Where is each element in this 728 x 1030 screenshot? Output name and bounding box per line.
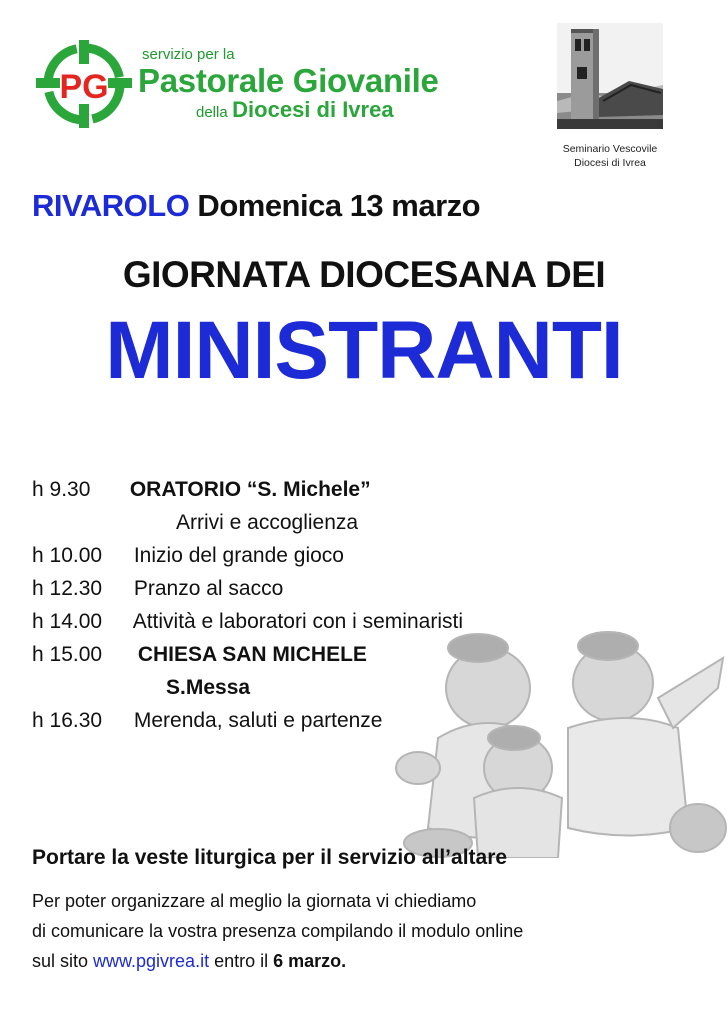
subtitle: GIORNATA DIOCESANA DEI [122, 254, 606, 295]
headline-place: RIVAROLO [32, 188, 190, 223]
schedule-item [32, 539, 572, 572]
headline-date: Domenica 13 marzo [189, 188, 481, 223]
logo-line-2: Pastorale Giovanile [138, 62, 439, 99]
seminary-photo [557, 23, 663, 129]
schedule-time: h 9.30 [32, 478, 91, 501]
schedule-item [32, 473, 572, 539]
schedule-text: Inizio del grande gioco [133, 544, 344, 567]
logo-line-3 [196, 98, 498, 125]
website-link[interactable]: www.pgivrea.it [93, 951, 210, 971]
schedule-item [32, 638, 572, 704]
schedule-text: Pranzo al sacco [133, 577, 284, 600]
schedule-subtext: Arrivi e accoglienza [176, 511, 359, 534]
info-line-1: Per poter organizzare al meglio la giornata vi chiediamo [32, 891, 477, 911]
info-line-2: di comunicare la vostra presenza compilando il modulo online [32, 921, 524, 941]
pg-logo-letters: PG [59, 68, 109, 106]
schedule [32, 473, 572, 737]
schedule-subtext: S.Messa [166, 676, 251, 699]
logo-line-1: servizio per la [142, 46, 235, 63]
info-line-3-middle: entro il [209, 951, 274, 971]
schedule-text: Attività e laboratori con i seminaristi [132, 610, 463, 633]
schedule-text: CHIESA SAN MICHELE [137, 643, 367, 666]
schedule-item [32, 605, 572, 638]
schedule-time: h 10.00 [32, 544, 103, 567]
schedule-item [32, 704, 572, 737]
logo-wordmark [138, 46, 498, 125]
schedule-time: h 14.00 [32, 610, 103, 633]
schedule-item [32, 572, 572, 605]
photo-caption [540, 142, 680, 170]
photo-caption-line-2: Diocesi di Ivrea [574, 157, 646, 169]
info-text [32, 886, 692, 976]
schedule-time: h 16.30 [32, 709, 103, 732]
pg-logo-icon [34, 38, 134, 130]
main-title: MINISTRANTI [105, 305, 623, 396]
bell-tower-image [557, 23, 663, 129]
notice: Portare la veste liturgica per il servizio all’altare [32, 846, 508, 869]
logo-line-3-small: della [196, 104, 228, 121]
logo-line-3-big: Diocesi di Ivrea [232, 97, 394, 122]
pg-logo [34, 38, 134, 130]
info-line-3-prefix: sul sito [32, 951, 94, 971]
schedule-time: h 15.00 [32, 643, 103, 666]
schedule-text: ORATORIO “S. Michele” [129, 478, 371, 501]
info-line-3 [32, 946, 692, 976]
headline [32, 188, 480, 224]
schedule-time: h 12.30 [32, 577, 103, 600]
photo-caption-line-1: Seminario Vescovile [562, 143, 658, 155]
deadline-date: 6 marzo. [273, 951, 347, 971]
schedule-text: Merenda, saluti e partenze [133, 709, 383, 732]
